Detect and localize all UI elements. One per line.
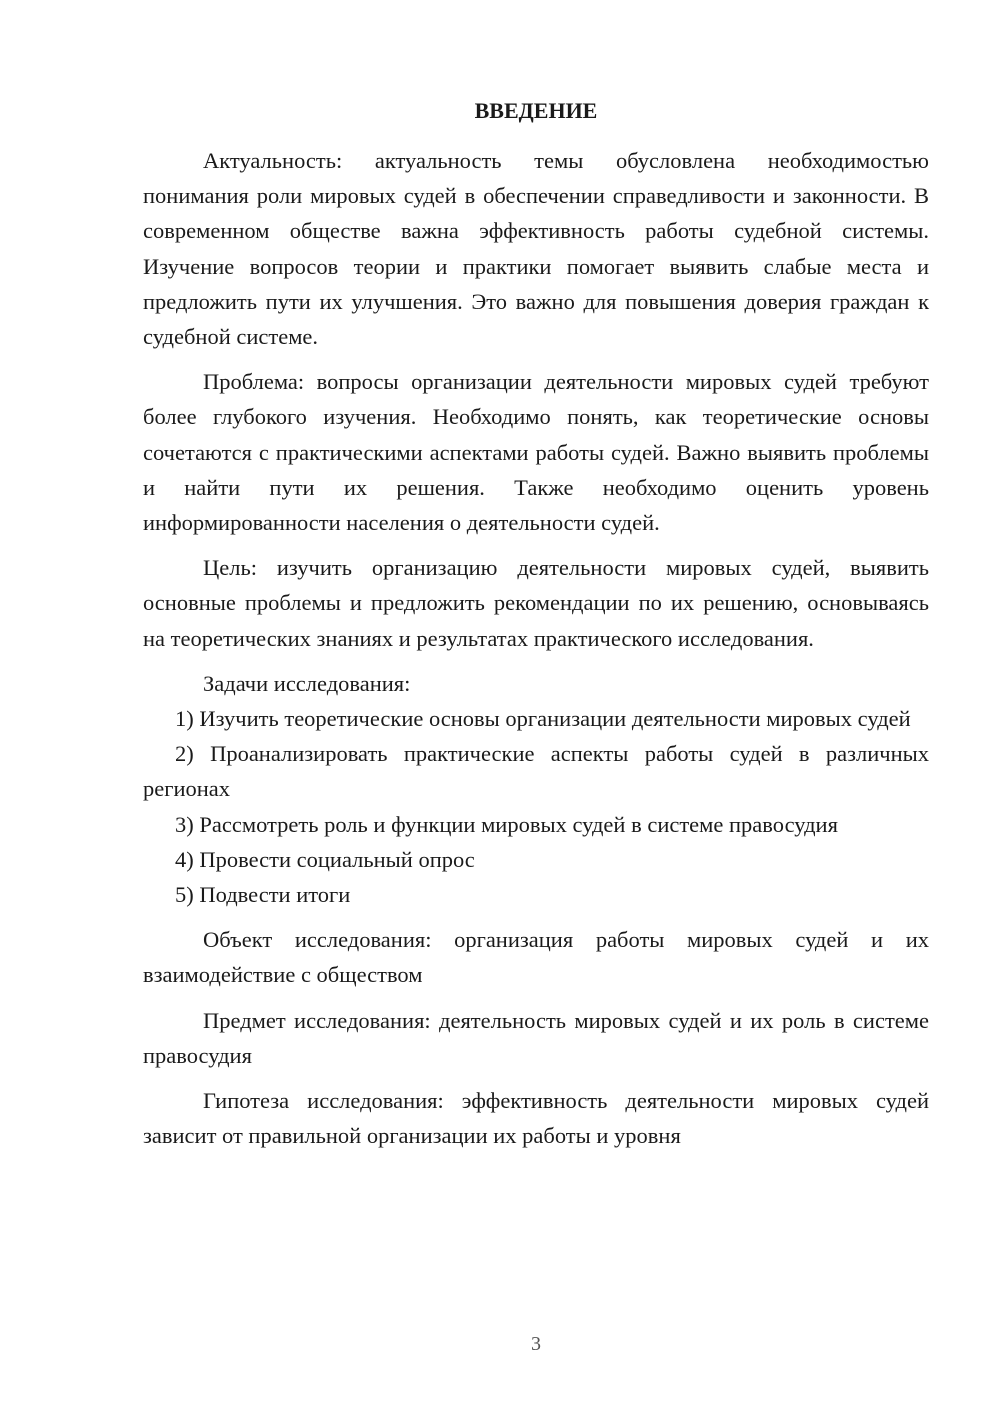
tasks-heading: Задачи исследования:	[203, 670, 411, 696]
list-item: 5) Подвести итоги	[175, 882, 351, 908]
tasks-list	[143, 701, 929, 912]
document-page	[143, 96, 929, 1153]
document-title: ВВЕДЕНИЕ	[474, 98, 598, 123]
list-item: 3) Рассмотреть роль и функции мировых судей в системе правосудия	[175, 811, 838, 837]
list-item: 4) Провести социальный опрос	[175, 846, 475, 872]
paragraph-hypothesis: Гипотеза исследования: эффективность деятельности мировых судей зависит от правильной организации их работы и уровня	[143, 1088, 929, 1149]
list-item: 2) Проанализировать практические аспекты работы судей в различных регионах	[143, 741, 929, 802]
paragraph-relevance: Актуальность: актуальность темы обусловлена необходимостью понимания роли мировых судей в обеспечении справедливости и законности. В современном обществе важна эффективность работы судебной системы. Изучение вопросов теории и практики помогает выявить слабые места и предложить пути их улучшения. Это важно для повышения доверия граждан к судебной системе.	[143, 148, 929, 350]
paragraph-problem: Проблема: вопросы организации деятельности мировых судей требуют более глубокого изучения. Необходимо понять, как теоретические основы сочетаются с практическими аспектами работы судей. Важно выявить проблемы и найти пути их решения. Также необходимо оценить уровень информированности населения о деятельности судей.	[143, 369, 929, 536]
page-number: 3	[531, 1333, 541, 1355]
list-item: 1) Изучить теоретические основы организации деятельности мировых судей	[175, 706, 911, 732]
paragraph-goal: Цель: изучить организацию деятельности мировых судей, выявить основные проблемы и предложить рекомендации по их решению, основываясь на теоретических знаниях и результатах практического исследования.	[143, 555, 929, 651]
paragraph-subject: Предмет исследования: деятельность мировых судей и их роль в системе правосудия	[143, 1007, 929, 1068]
paragraph-object: Объект исследования: организация работы мировых судей и их взаимодействие с обществом	[143, 927, 929, 988]
